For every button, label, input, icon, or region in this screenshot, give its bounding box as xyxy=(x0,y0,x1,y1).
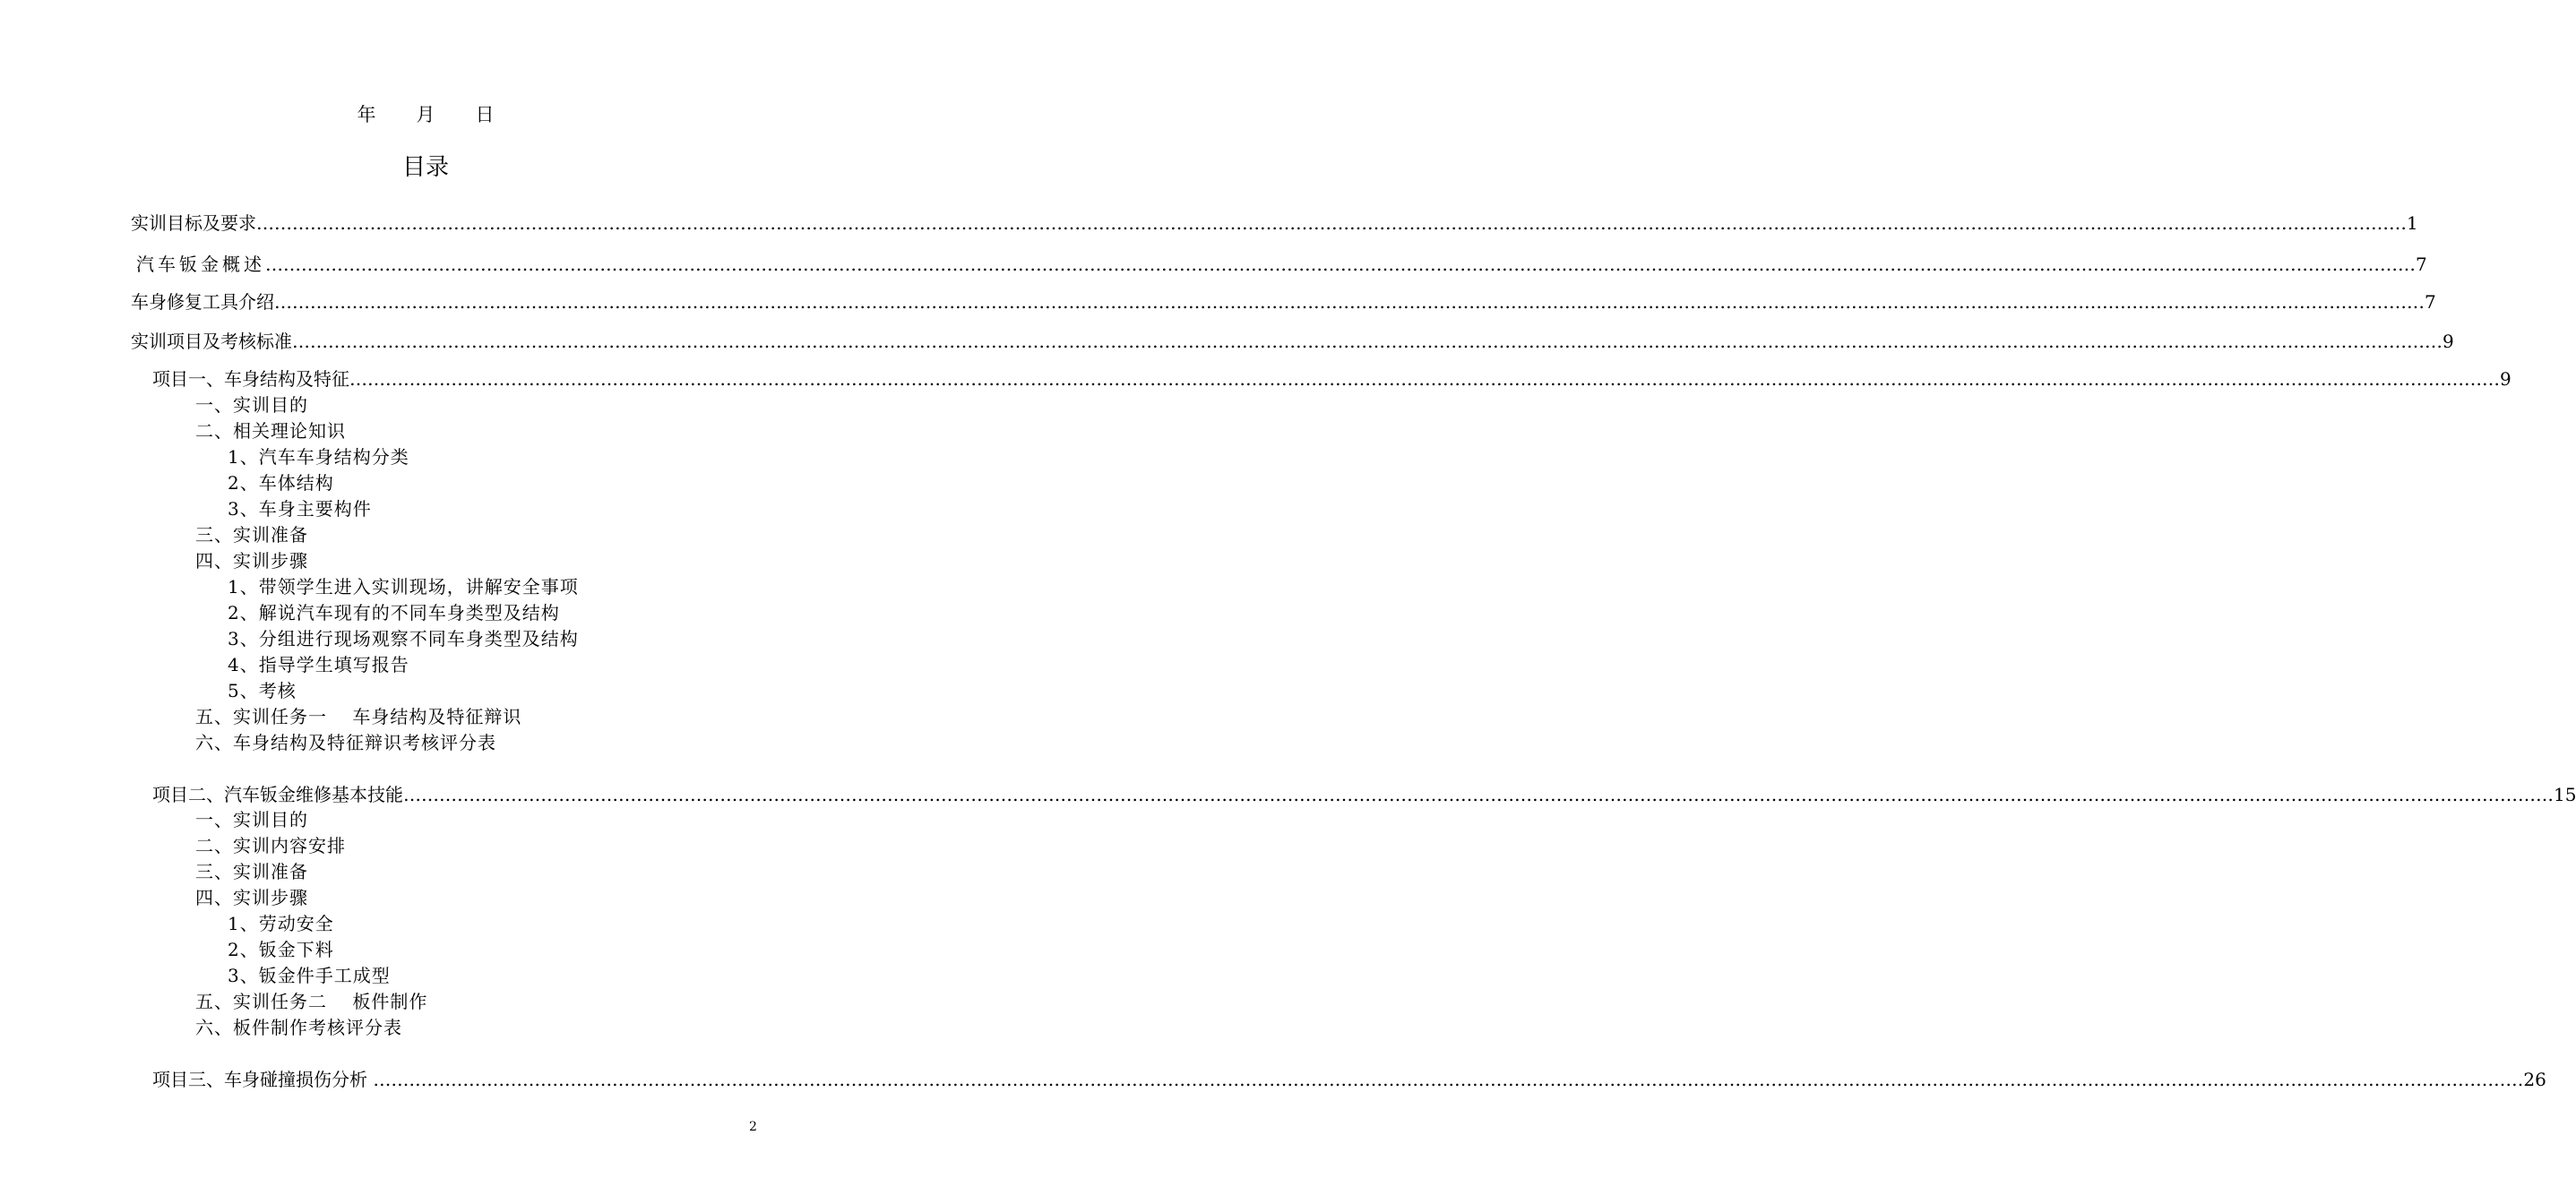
toc-entry xyxy=(131,211,2418,235)
toc-entry-text: 项目一、车身结构及特征 xyxy=(152,368,349,390)
toc-subitem: 五、实训任务二 板件制作 xyxy=(195,991,428,1012)
toc-subitem: 六、车身结构及特征辩识考核评分表 xyxy=(195,732,496,753)
toc-entry xyxy=(136,253,2431,276)
toc-entry-page: 7 xyxy=(2416,254,2431,275)
toc-leader: ……………………………………………………………………………………………………………………………………………………………………………………………………………………………………………………………………………………………………………………………… xyxy=(265,254,2416,275)
toc-entry-page: 15 xyxy=(2554,784,2576,805)
toc-subitem: 四、实训步骤 xyxy=(195,887,308,908)
toc-subitem: 五、实训任务一 车身结构及特征辩识 xyxy=(195,706,522,727)
toc-subitem: 二、相关理论知识 xyxy=(195,420,346,442)
toc-subitem: 2、解说汽车现有的不同车身类型及结构 xyxy=(228,602,560,624)
toc-subitem: 一、实训目的 xyxy=(195,809,308,830)
toc-entry-text: 项目二、汽车钣金维修基本技能 xyxy=(152,784,403,805)
date-line xyxy=(0,100,851,127)
date-month: 月 xyxy=(416,104,435,125)
toc-leader: ……………………………………………………………………………………………………………………………………………………………………………………………………………………………………………………………………………………………………………………………… xyxy=(403,784,2554,805)
toc-leader: ……………………………………………………………………………………………………………………………………………………………………………………………………………………………………………………………………………………………………………………………… xyxy=(256,212,2407,234)
date-day: 日 xyxy=(475,104,495,125)
toc-subitem: 5、考核 xyxy=(228,680,297,701)
toc-subitem: 3、分组进行现场观察不同车身类型及结构 xyxy=(228,628,579,649)
toc-entry-text: 汽车钣金概述 xyxy=(136,254,265,275)
page-number: 2 xyxy=(749,1120,757,1134)
toc-subitem: 一、实训目的 xyxy=(195,394,308,416)
toc-subitem: 4、指导学生填写报告 xyxy=(228,654,409,675)
toc-leader: ……………………………………………………………………………………………………………………………………………………………………………………………………………………………………………………………………………………………………………………………… xyxy=(373,1069,2524,1090)
toc-entry-page: 7 xyxy=(2425,291,2436,313)
toc-subitem: 3、钣金件手工成型 xyxy=(228,965,391,986)
toc-subitem: 四、实训步骤 xyxy=(195,550,308,572)
toc-entry xyxy=(131,330,2454,353)
toc-entry-text: 实训项目及考核标准 xyxy=(131,331,292,352)
toc-entry-page: 1 xyxy=(2407,212,2418,234)
toc-subitem: 二、实训内容安排 xyxy=(195,835,346,856)
toc-entry-page: 26 xyxy=(2523,1069,2546,1090)
toc-entry xyxy=(152,1068,2546,1091)
toc-entry-text: 项目三、车身碰撞损伤分析 xyxy=(152,1069,374,1090)
toc-entry-page: 9 xyxy=(2500,368,2511,390)
toc-entry xyxy=(152,783,2576,806)
toc-title: 目录 xyxy=(401,154,449,181)
toc-entry-text: 实训目标及要求 xyxy=(131,212,256,234)
toc-subitem: 3、车身主要构件 xyxy=(228,498,372,520)
toc-entry xyxy=(152,367,2511,391)
toc-entry xyxy=(131,290,2436,314)
toc-subitem: 六、板件制作考核评分表 xyxy=(195,1017,402,1038)
toc-leader: ……………………………………………………………………………………………………………………………………………………………………………………………………………………………………………………………………………………………………………………………… xyxy=(292,331,2442,352)
toc-leader: ……………………………………………………………………………………………………………………………………………………………………………………………………………………………………………………………………………………………………………………………… xyxy=(274,291,2425,313)
toc-subitem: 三、实训准备 xyxy=(195,861,308,882)
toc-subitem: 2、钣金下料 xyxy=(228,939,334,960)
toc-subitem: 三、实训准备 xyxy=(195,524,308,546)
toc-leader: ……………………………………………………………………………………………………………………………………………………………………………………………………………………………………………………………………………………………………………………………… xyxy=(349,368,2500,390)
toc-subitem: 1、汽车车身结构分类 xyxy=(228,446,409,468)
toc-entry-page: 9 xyxy=(2442,331,2454,352)
toc-subitem: 2、车体结构 xyxy=(228,472,334,494)
toc-subitem: 1、劳动安全 xyxy=(228,913,334,934)
date-year: 年 xyxy=(357,104,376,125)
toc-entry-text: 车身修复工具介绍 xyxy=(131,291,274,313)
toc-subitem: 1、带领学生进入实训现场，讲解安全事项 xyxy=(228,576,579,598)
